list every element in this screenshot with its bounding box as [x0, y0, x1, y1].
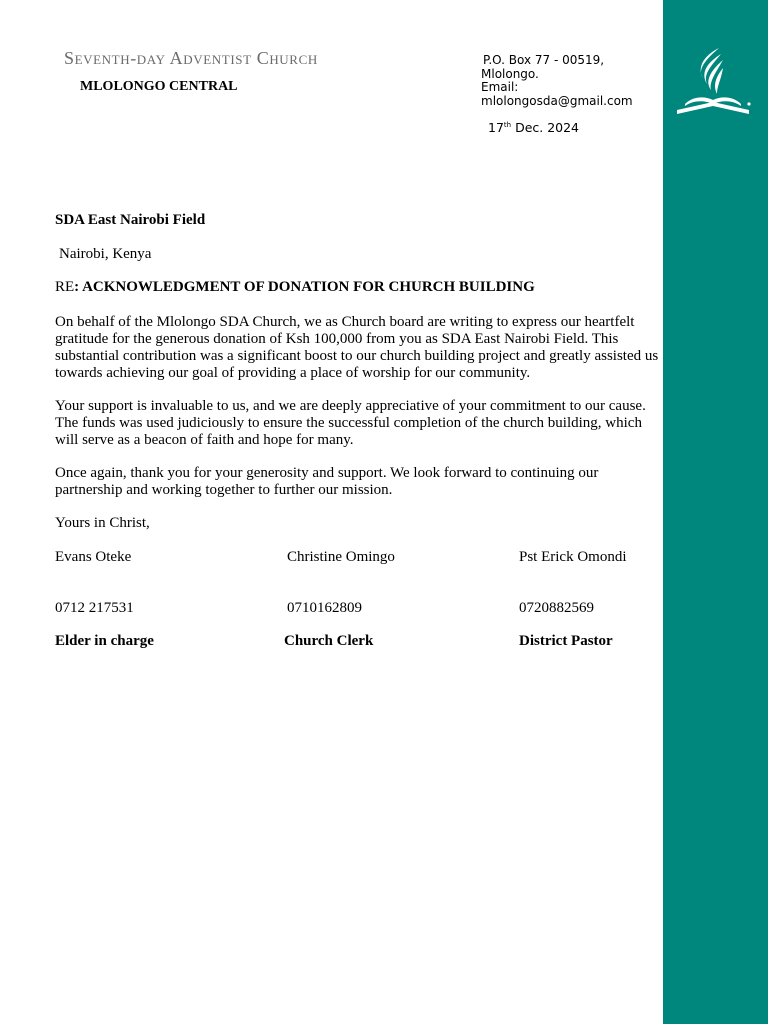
date-rest: Dec. 2024	[511, 120, 580, 135]
signatory-title-1: Elder in charge	[55, 633, 154, 649]
signatory-name-2: Christine Omingo	[287, 549, 395, 565]
sda-flame-bible-logo-icon	[673, 44, 753, 116]
subject-line	[55, 279, 535, 296]
signatory-title-3: District Pastor	[519, 633, 613, 649]
town: Mlolongo.	[481, 66, 539, 81]
email-label: Email:	[481, 80, 519, 94]
subject-text: : ACKNOWLEDGMENT OF DONATION FOR CHURCH BUILDING	[74, 279, 535, 295]
signatory-name-3: Pst Erick Omondi	[519, 549, 627, 565]
signatory-name-1: Evans Oteke	[55, 549, 132, 565]
signatory-phone-3: 0720882569	[519, 600, 594, 616]
date-suffix: th	[503, 121, 512, 129]
body-paragraph-2: Your support is invaluable to us, and we are deeply appreciative of your commitment to our cause. The funds was used judiciously to ensure the successful completion of the church building, which will serve as a beacon of faith and hope for many.	[55, 398, 646, 448]
subject-prefix: RE	[55, 279, 75, 295]
signatory-phone-1: 0712 217531	[55, 600, 134, 616]
letter-date	[488, 120, 579, 135]
brand-sidebar	[663, 0, 768, 1024]
email-address: mlolongosda@gmail.com	[481, 93, 633, 108]
contact-block	[481, 54, 633, 108]
signatory-phone-2: 0710162809	[287, 600, 362, 616]
church-name: Seventh-day Adventist Church	[64, 48, 318, 68]
branch-name: MLOLONGO CENTRAL	[80, 79, 238, 94]
recipient-name: SDA East Nairobi Field	[55, 212, 206, 228]
recipient-location: Nairobi, Kenya	[59, 246, 152, 262]
date-day: 17	[488, 120, 504, 135]
signatory-title-2: Church Clerk	[284, 633, 374, 649]
po-box: P.O. Box 77 - 00519,	[483, 53, 605, 67]
body-paragraph-3: Once again, thank you for your generosity and support. We look forward to continuing our partnership and working together to further our mission.	[55, 465, 599, 498]
closing-salutation: Yours in Christ,	[55, 515, 150, 531]
body-paragraph-1: On behalf of the Mlolongo SDA Church, we as Church board are writing to express our heartfelt gratitude for the generous donation of Ksh 100,000 from you as SDA East Nairobi Field. This substantial contribution was a significant boost to our church building project and greatly assisted us towards achieving our goal of providing a place of worship for our community.	[55, 314, 659, 381]
